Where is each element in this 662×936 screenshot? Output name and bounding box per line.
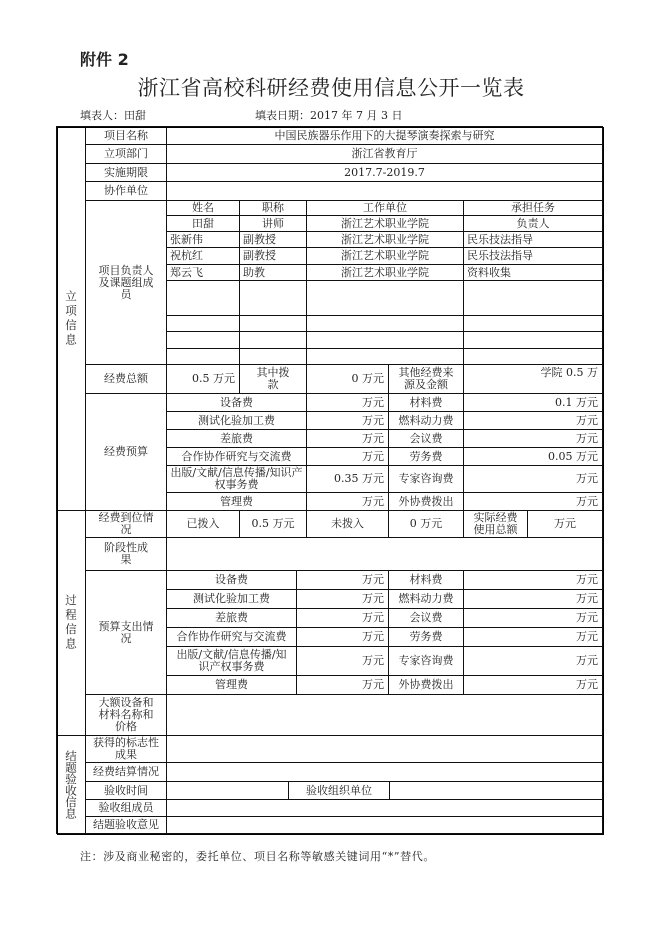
member-empty-cell[interactable] — [306, 280, 464, 316]
fill-date-label: 填表日期：2017 年 7 月 3 日 — [255, 109, 403, 122]
achievement-value[interactable] — [166, 735, 603, 763]
spend-item: 燃料动力费 — [388, 589, 464, 609]
unallocated-label: 未拨入 — [306, 510, 389, 538]
allocated-label: 已拨入 — [166, 510, 240, 538]
member-empty-cell[interactable] — [166, 331, 240, 349]
members-header-name: 姓名 — [166, 200, 240, 216]
budget-amount[interactable]: 万元 — [306, 393, 389, 412]
budget-label: 经费预算 — [85, 393, 167, 511]
actual-usage-label: 实际经费使用总额 — [463, 510, 528, 538]
member-empty-cell[interactable] — [306, 331, 464, 349]
member-unit[interactable]: 浙江艺术职业学院 — [306, 247, 464, 265]
budget-item: 外协费拨出 — [388, 492, 464, 511]
spend-amount[interactable]: 万元 — [296, 608, 389, 628]
member-task[interactable]: 资料收集 — [463, 264, 603, 281]
acceptance-members-value[interactable] — [166, 799, 603, 817]
budget-item: 合作协作研究与交流费 — [166, 447, 307, 466]
spend-amount[interactable]: 万元 — [463, 627, 603, 647]
large-equipment-label: 大额设备和材料名称和价格 — [85, 694, 167, 736]
grant-label: 其中拨款 — [239, 364, 307, 394]
funding-label: 经费到位情况 — [85, 510, 167, 538]
acceptance-time-label: 验收时间 — [85, 781, 167, 800]
section-process-info: 过程信息 — [56, 510, 86, 736]
coop-label: 协作单位 — [85, 181, 167, 201]
spend-amount[interactable]: 万元 — [463, 608, 603, 628]
budget-item: 出版/文献/信息传播/知识产权事务费 — [166, 465, 307, 493]
stage-results-value[interactable] — [166, 537, 603, 571]
dept-label: 立项部门 — [85, 144, 167, 164]
budget-amount[interactable]: 万元 — [463, 429, 603, 448]
member-unit[interactable]: 浙江艺术职业学院 — [306, 264, 464, 281]
actual-usage-value[interactable]: 万元 — [527, 510, 603, 538]
achievement-label: 获得的标志性成果 — [85, 735, 167, 763]
budget-amount[interactable]: 万元 — [463, 411, 603, 430]
budget-item: 设备费 — [166, 393, 307, 412]
acceptance-org-value[interactable] — [389, 781, 603, 800]
settlement-label: 经费结算情况 — [85, 762, 167, 782]
spend-amount[interactable]: 万元 — [296, 627, 389, 647]
member-empty-cell[interactable] — [463, 348, 603, 365]
other-funds-label: 其他经费来源及金额 — [388, 364, 464, 394]
member-empty-cell[interactable] — [463, 331, 603, 349]
spend-item: 外协费拨出 — [388, 675, 464, 695]
period-value[interactable]: 2017.7-2019.7 — [166, 163, 603, 182]
stage-results-label: 阶段性成果 — [85, 537, 167, 571]
total-value[interactable]: 0.5 万元 — [166, 364, 240, 394]
attachment-label: 附件 2 — [80, 50, 129, 69]
members-header-unit: 工作单位 — [306, 200, 464, 216]
spend-item: 差旅费 — [166, 608, 297, 628]
budget-item: 会议费 — [388, 429, 464, 448]
spend-item: 会议费 — [388, 608, 464, 628]
spend-item: 设备费 — [166, 570, 297, 590]
budget-item: 燃料动力费 — [388, 411, 464, 430]
spend-label: 预算支出情况 — [85, 570, 167, 695]
coop-value[interactable] — [166, 181, 603, 201]
spend-item: 劳务费 — [388, 627, 464, 647]
large-equipment-value[interactable] — [166, 694, 603, 736]
filler-label: 填表人：田甜 — [80, 109, 146, 122]
spend-amount[interactable]: 万元 — [296, 675, 389, 695]
budget-amount[interactable]: 0.1 万元 — [463, 393, 603, 412]
member-task[interactable]: 负责人 — [463, 215, 603, 232]
grant-value[interactable]: 0 万元 — [306, 364, 389, 394]
budget-amount[interactable]: 0.05 万元 — [463, 447, 603, 466]
budget-item: 测试化验加工费 — [166, 411, 307, 430]
spend-item: 出版/文献/信息传播/知识产权事务费 — [166, 646, 297, 676]
member-empty-cell[interactable] — [306, 348, 464, 365]
member-empty-cell[interactable] — [463, 315, 603, 332]
spend-item: 管理费 — [166, 675, 297, 695]
budget-amount[interactable]: 万元 — [463, 492, 603, 511]
member-empty-cell[interactable] — [166, 348, 240, 365]
member-name[interactable]: 郑云飞 — [166, 264, 240, 281]
budget-item: 劳务费 — [388, 447, 464, 466]
section-project-info: 立项信息 — [56, 126, 86, 511]
footer-note: 注：涉及商业秘密的，委托单位、项目名称等敏感关键词用“*”替代。 — [80, 850, 435, 863]
allocated-value[interactable]: 0.5 万元 — [239, 510, 307, 538]
acceptance-members-label: 验收组成员 — [85, 799, 167, 817]
member-name[interactable]: 田甜 — [166, 215, 240, 232]
spend-amount[interactable]: 万元 — [463, 646, 603, 676]
budget-item: 管理费 — [166, 492, 307, 511]
project-name-label: 项目名称 — [85, 126, 167, 145]
acceptance-time-value[interactable] — [166, 781, 289, 800]
member-task[interactable]: 民乐技法指导 — [463, 231, 603, 248]
total-label: 经费总额 — [85, 364, 167, 394]
budget-item: 材料费 — [388, 393, 464, 412]
section-acceptance-info: 结题验收信息 — [56, 735, 86, 834]
budget-amount[interactable]: 万元 — [306, 447, 389, 466]
member-empty-cell[interactable] — [306, 315, 464, 332]
budget-amount[interactable]: 0.35 万元 — [306, 465, 389, 493]
spend-item: 材料费 — [388, 570, 464, 590]
spend-amount[interactable]: 万元 — [296, 646, 389, 676]
budget-amount[interactable]: 万元 — [306, 492, 389, 511]
budget-item: 差旅费 — [166, 429, 307, 448]
budget-amount[interactable]: 万元 — [306, 411, 389, 430]
page-title: 浙江省高校科研经费使用信息公开一览表 — [137, 76, 525, 100]
spend-item: 专家咨询费 — [388, 646, 464, 676]
members-header-title: 职称 — [239, 200, 307, 216]
member-unit[interactable]: 浙江艺术职业学院 — [306, 215, 464, 232]
member-empty-cell[interactable] — [239, 331, 307, 349]
unallocated-value[interactable]: 0 万元 — [388, 510, 464, 538]
spend-amount[interactable]: 万元 — [296, 570, 389, 590]
member-empty-cell[interactable] — [166, 315, 240, 332]
budget-amount[interactable]: 万元 — [463, 465, 603, 493]
spend-item: 合作协作研究与交流费 — [166, 627, 297, 647]
member-title[interactable]: 讲师 — [239, 215, 307, 232]
acceptance-opinion-label: 结题验收意见 — [85, 816, 167, 834]
member-empty-cell[interactable] — [166, 280, 240, 316]
project-name-value[interactable]: 中国民族器乐作用下的大提琴演奏探索与研究 — [166, 126, 603, 145]
member-title[interactable]: 副教授 — [239, 231, 307, 248]
member-empty-cell[interactable] — [239, 315, 307, 332]
member-empty-cell[interactable] — [239, 348, 307, 365]
budget-amount[interactable]: 万元 — [306, 429, 389, 448]
member-title[interactable]: 助教 — [239, 264, 307, 281]
members-header-task: 承担任务 — [463, 200, 603, 216]
member-unit[interactable]: 浙江艺术职业学院 — [306, 231, 464, 248]
member-task[interactable]: 民乐技法指导 — [463, 247, 603, 265]
member-empty-cell[interactable] — [463, 280, 603, 316]
other-funds-value[interactable]: 学院 0.5 万 — [463, 364, 603, 394]
spend-amount[interactable]: 万元 — [463, 589, 603, 609]
settlement-value[interactable] — [166, 762, 603, 782]
member-empty-cell[interactable] — [239, 280, 307, 316]
acceptance-opinion-value[interactable] — [166, 816, 603, 834]
acceptance-org-label: 验收组织单位 — [288, 781, 390, 800]
member-name[interactable]: 祝杭红 — [166, 247, 240, 265]
members-label: 项目负责人及课题组成员 — [85, 200, 167, 365]
member-name[interactable]: 张新伟 — [166, 231, 240, 248]
budget-item: 专家咨询费 — [388, 465, 464, 493]
dept-value[interactable]: 浙江省教育厅 — [166, 144, 603, 164]
member-title[interactable]: 副教授 — [239, 247, 307, 265]
period-label: 实施期限 — [85, 163, 167, 182]
spend-item: 测试化验加工费 — [166, 589, 297, 609]
spend-amount[interactable]: 万元 — [463, 675, 603, 695]
spend-amount[interactable]: 万元 — [463, 570, 603, 590]
spend-amount[interactable]: 万元 — [296, 589, 389, 609]
